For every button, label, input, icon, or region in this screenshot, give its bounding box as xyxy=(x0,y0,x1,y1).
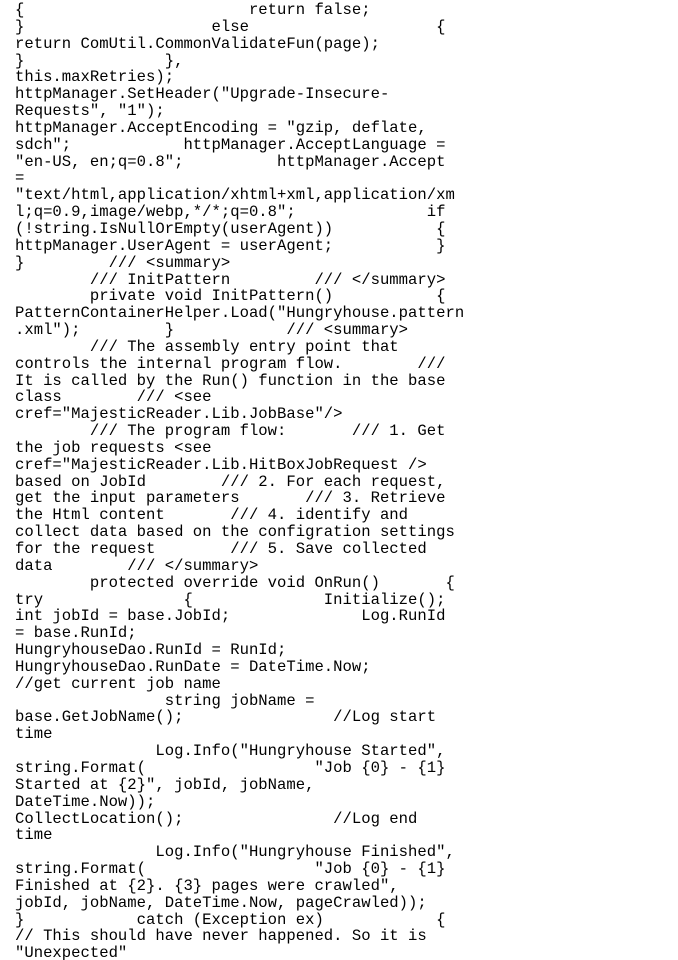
code-line: Log.Info("Hungryhouse Finished", xyxy=(15,843,455,862)
code-line: /// The program flow: /// 1. Get xyxy=(15,422,446,441)
code-line: } else { xyxy=(15,17,446,36)
code-line: "en-US, en;q=0.8"; httpManager.Accept xyxy=(15,152,446,171)
code-line: collect data based on the configration settings xyxy=(15,523,455,542)
code-line: string jobName = xyxy=(15,691,315,710)
code-line: /// The assembly entry point that xyxy=(15,337,399,356)
code-line: (!string.IsNullOrEmpty(userAgent)) { xyxy=(15,219,446,238)
code-line: DateTime.Now)); xyxy=(15,792,156,811)
code-line: l;q=0.9,image/webp,*/*;q=0.8"; if xyxy=(15,203,446,222)
code-line: { return false; xyxy=(15,1,371,19)
code-line: get the input parameters /// 3. Retrieve xyxy=(15,489,446,508)
code-line: private void InitPattern() { xyxy=(15,287,446,306)
code-line: PatternContainerHelper.Load("Hungryhouse.pattern xyxy=(15,304,465,323)
code-line: time xyxy=(15,826,53,845)
code-line: class /// <see xyxy=(15,388,212,407)
code-line: = xyxy=(15,169,25,188)
code-line: = base.RunId; xyxy=(15,624,137,643)
code-line: data /// </summary> xyxy=(15,556,259,575)
code-line: protected override void OnRun() { xyxy=(15,573,455,592)
code-line: the job requests <see xyxy=(15,438,212,457)
code-line: .xml"); } /// <summary> xyxy=(15,321,409,340)
code-line: Requests", "1"); xyxy=(15,102,165,121)
code-line: base.GetJobName(); //Log start xyxy=(15,708,437,727)
code-line: HungryhouseDao.RunId = RunId; xyxy=(15,641,287,660)
code-line: return ComUtil.CommonValidateFun(page); xyxy=(15,34,380,53)
code-line: CollectLocation(); //Log end xyxy=(15,809,418,828)
code-line: int jobId = base.JobId; Log.RunId xyxy=(15,607,446,626)
code-line: Log.Info("Hungryhouse Started", xyxy=(15,742,446,761)
code-line: "text/html,application/xhtml+xml,application/xm xyxy=(15,186,455,205)
code-line: httpManager.AcceptEncoding = "gzip, deflate, xyxy=(15,118,427,137)
code-line: HungryhouseDao.RunDate = DateTime.Now; xyxy=(15,657,371,676)
code-line: the Html content /// 4. identify and xyxy=(15,506,409,525)
code-line: time xyxy=(15,725,53,744)
code-line: sdch"; httpManager.AcceptLanguage = xyxy=(15,135,446,154)
code-line: controls the internal program flow. /// xyxy=(15,354,446,373)
code-line: /// InitPattern /// </summary> xyxy=(15,270,446,289)
code-line: jobId, jobName, DateTime.Now, pageCrawled)); xyxy=(15,893,427,912)
code-line: httpManager.SetHeader("Upgrade-Insecure- xyxy=(15,85,390,104)
code-line: httpManager.UserAgent = userAgent; } xyxy=(15,236,446,255)
code-line: } }, xyxy=(15,51,184,70)
code-line: Finished at {2}. {3} pages were crawled", xyxy=(15,876,399,895)
code-line: based on JobId /// 2. For each request, xyxy=(15,472,446,491)
code-line: } catch (Exception ex) { xyxy=(15,910,446,929)
code-line: //get current job name xyxy=(15,674,221,693)
code-line: this.maxRetries); xyxy=(15,68,175,87)
code-line: It is called by the Run() function in the base xyxy=(15,371,446,390)
code-line: try { Initialize(); xyxy=(15,590,446,609)
code-line: cref="MajesticReader.Lib.HitBoxJobRequest /> xyxy=(15,455,427,474)
code-line: Started at {2}", jobId, jobName, xyxy=(15,775,315,794)
code-line: string.Format( "Job {0} - {1} xyxy=(15,758,446,777)
code-line: } /// <summary> xyxy=(15,253,231,272)
code-line: "Unexpected" xyxy=(15,944,128,960)
code-line: cref="MajesticReader.Lib.JobBase"/> xyxy=(15,405,343,424)
code-line: // This should have never happened. So it is xyxy=(15,927,427,946)
code-line: for the request /// 5. Save collected xyxy=(15,540,427,558)
code-line: string.Format( "Job {0} - {1} xyxy=(15,860,446,879)
